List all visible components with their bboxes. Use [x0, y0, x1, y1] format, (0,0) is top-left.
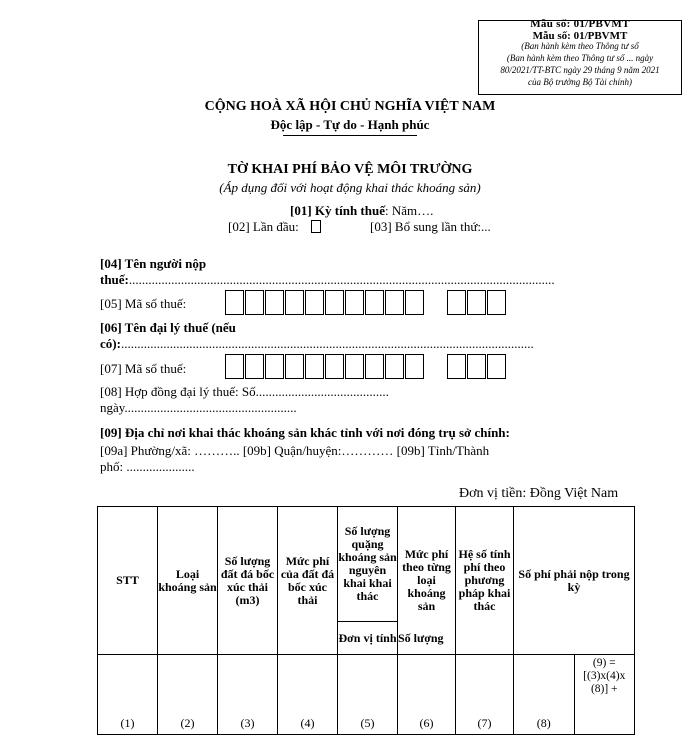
agent-tax-code-digit[interactable] — [245, 354, 264, 379]
tax-code-boxes[interactable] — [225, 290, 425, 315]
agent-tax-code-digit[interactable] — [385, 354, 404, 379]
agent-name-cont: có): — [100, 336, 121, 351]
col-num-6: (6) — [398, 655, 456, 735]
form-title: TỜ KHAI PHÍ BẢO VỆ MÔI TRƯỜNG — [227, 162, 473, 177]
tax-code-branch-digit[interactable] — [447, 290, 466, 315]
form-issued-line2: (Ban hành kèm theo Thông tư số ... ngày — [506, 53, 654, 63]
agent-contract-line2[interactable]: ngày..................................................... — [100, 400, 297, 415]
agent-tax-code-branch-digit[interactable] — [467, 354, 486, 379]
tax-code-digit[interactable] — [385, 290, 404, 315]
tax-code-digit[interactable] — [285, 290, 304, 315]
form-code-box — [478, 20, 682, 95]
form-code-repeat: Mẫu số: 01/PBVMT — [532, 30, 628, 42]
tax-code-label: [05] Mã số thuế: — [100, 296, 187, 311]
agent-name-label: [06] Tên đại lý thuế (nếu — [100, 320, 236, 335]
agent-tax-code-branch-digit[interactable] — [487, 354, 506, 379]
mining-address-line2[interactable]: phố: ..................... — [100, 459, 195, 474]
header-mineral-fee: Mức phí theo từng loại khoáng sản — [398, 507, 456, 655]
agent-tax-code-digit[interactable] — [265, 354, 284, 379]
tax-code-digit[interactable] — [325, 290, 344, 315]
tax-code-digit[interactable] — [245, 290, 264, 315]
agent-name-field[interactable] — [100, 336, 534, 352]
tax-period-label: [01] Kỳ tính thuế — [290, 203, 385, 218]
agent-tax-code-digit[interactable] — [285, 354, 304, 379]
taxpayer-name-field[interactable] — [100, 272, 555, 288]
agent-tax-code-boxes[interactable] — [225, 354, 425, 379]
form-issued-line1: (Ban hành kèm theo Thông tư số — [521, 41, 639, 51]
form-subtitle: (Áp dụng đối với hoạt động khai thác khoáng sản) — [219, 180, 481, 195]
agent-contract-line1[interactable]: [08] Hợp đồng đại lý thuế: Số......................................... — [100, 384, 389, 399]
header-soil-fee: Mức phí của đất đá bốc xúc thải — [278, 507, 338, 655]
tax-period — [290, 203, 433, 219]
col-num-8: (8) — [514, 655, 575, 735]
agent-tax-code-digit[interactable] — [365, 354, 384, 379]
tax-code-digit[interactable] — [265, 290, 284, 315]
supplement-label: [03] Bổ sung lần thứ:... — [370, 219, 491, 234]
header-unit: Đơn vị tính — [338, 622, 398, 655]
header-payable: Số phí phải nộp trong kỳ — [514, 507, 635, 655]
agent-name-dots: ............................................................................................................................... — [120, 336, 534, 351]
header-soil-qty: Số lượng đất đá bốc xúc thải (m3) — [218, 507, 278, 655]
tax-code-digit[interactable] — [365, 290, 384, 315]
tax-code-branch-boxes[interactable] — [447, 290, 507, 315]
mining-address-label: [09] Địa chỉ nơi khai thác khoáng sản khác tỉnh với nơi đóng trụ sở chính: — [100, 425, 510, 440]
fee-table — [97, 506, 635, 735]
header-coef: Hệ số tính phí theo phương pháp khai thác — [456, 507, 514, 655]
taxpayer-name-label: [04] Tên người nộp — [100, 256, 207, 271]
tax-code-branch-digit[interactable] — [467, 290, 486, 315]
first-filing-checkbox[interactable] — [311, 220, 321, 233]
header-mineral: Loại khoáng sản — [158, 507, 218, 655]
tax-code-branch-digit[interactable] — [487, 290, 506, 315]
col-num-2: (2) — [158, 655, 218, 735]
header-quantity: Số lượng — [398, 631, 444, 645]
col-num-9-formula: (9) = [(3)x(4)x (8)] + — [574, 655, 635, 735]
form-code: Mẫu số: 01/PBVMT — [530, 18, 630, 30]
currency-note: Đơn vị tiền: Đồng Việt Nam — [459, 486, 619, 501]
first-filing-label: [02] Lần đầu: — [228, 219, 299, 234]
agent-tax-code-digit[interactable] — [225, 354, 244, 379]
col-num-4: (4) — [278, 655, 338, 735]
form-issued-line4: của Bộ trưởng Bộ Tài chính) — [528, 77, 632, 87]
tax-code-digit[interactable] — [225, 290, 244, 315]
motto-underline — [283, 135, 417, 136]
header-ore-qty: Số lượng quặng khoáng sản nguyên khai khai thác — [338, 507, 398, 622]
col-num-7: (7) — [456, 655, 514, 735]
agent-tax-code-label: [07] Mã số thuế: — [100, 361, 187, 376]
header-stt: STT — [98, 507, 158, 655]
country-name: CỘNG HOÀ XÃ HỘI CHỦ NGHĨA VIỆT NAM — [204, 99, 496, 114]
agent-tax-code-branch-boxes[interactable] — [447, 354, 507, 379]
form-issued-line3: 80/2021/TT-BTC ngày 29 tháng 9 năm 2021 — [500, 65, 660, 75]
tax-code-digit[interactable] — [345, 290, 364, 315]
taxpayer-name-cont: thuế: — [100, 272, 129, 287]
agent-tax-code-digit[interactable] — [305, 354, 324, 379]
national-motto: Độc lập - Tự do - Hạnh phúc — [270, 117, 430, 132]
agent-tax-code-branch-digit[interactable] — [447, 354, 466, 379]
tax-code-digit[interactable] — [305, 290, 324, 315]
tax-code-digit[interactable] — [405, 290, 424, 315]
agent-tax-code-digit[interactable] — [345, 354, 364, 379]
mining-address-line1[interactable]: [09a] Phường/xã: ……….. [09b] Quận/huyện:………… [09b] Tỉnh/Thành — [100, 443, 490, 458]
col-num-5: (5) — [338, 655, 398, 735]
tax-period-value: : Năm…. — [384, 203, 434, 218]
col-num-1: (1) — [98, 655, 158, 735]
taxpayer-name-dots: ................................................................................................................................... — [128, 272, 555, 287]
agent-tax-code-digit[interactable] — [325, 354, 344, 379]
agent-tax-code-digit[interactable] — [405, 354, 424, 379]
col-num-3: (3) — [218, 655, 278, 735]
